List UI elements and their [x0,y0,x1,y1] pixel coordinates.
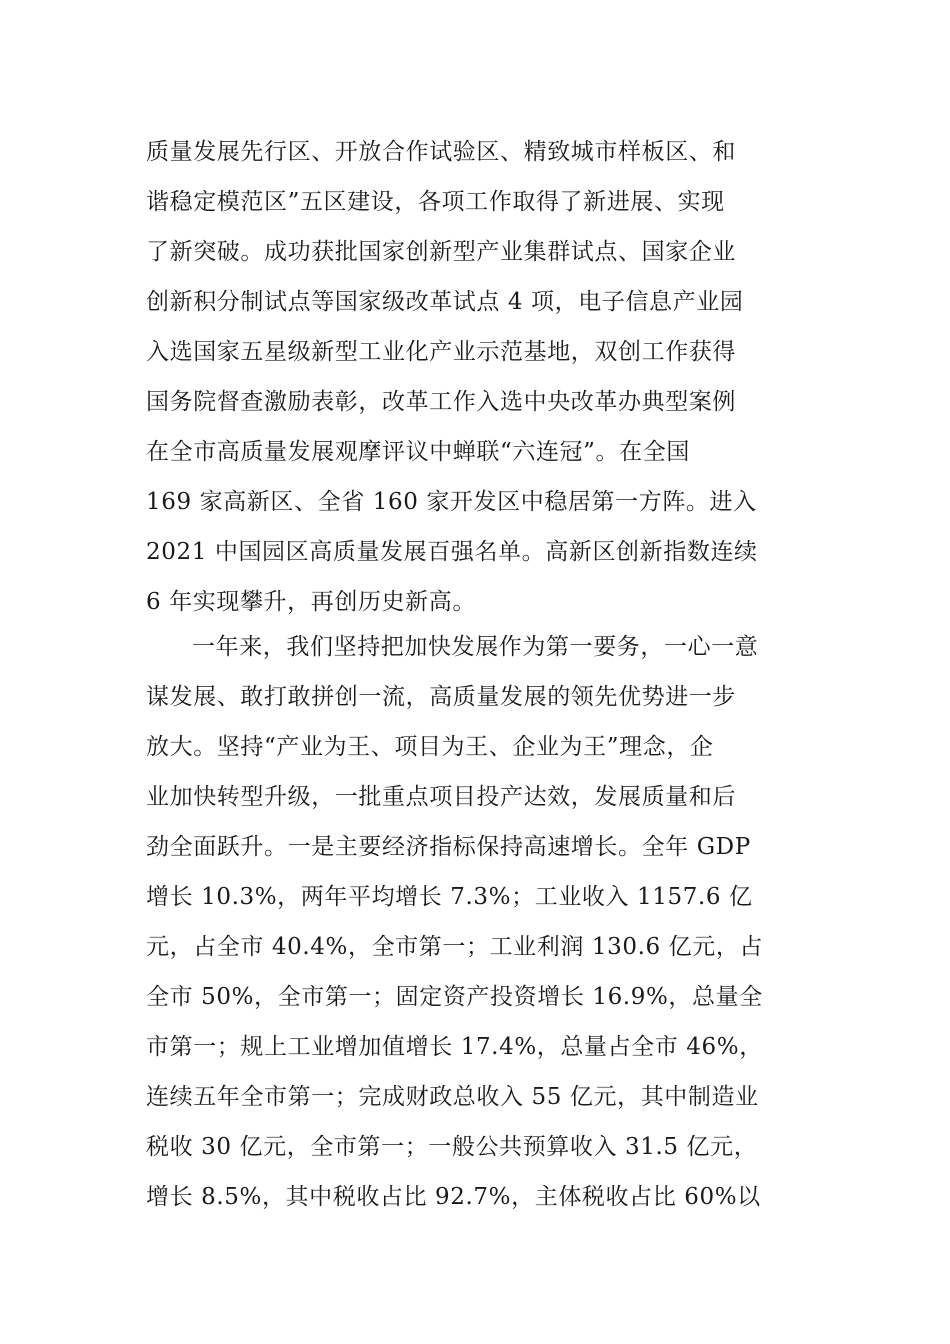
text-line: 谋发展、敢打敢拼创一流，高质量发展的领先优势进一步 [146,684,736,710]
text-line: 质量发展先行区、开放合作试验区、精致城市样板区、和 [146,139,736,165]
text-line: 谐稳定模范区”五区建设，各项工作取得了新进展、实现 [146,189,725,215]
text-line: 一年来，我们坚持把加快发展作为第一要务，一心一意 [192,634,759,660]
text-line: 国务院督查激励表彰，改革工作入选中央改革办典型案例 [146,389,736,415]
text-line: 全市 50%，全市第一；固定资产投资增长 16.9%，总量全 [146,984,763,1010]
text-line: 连续五年全市第一；完成财政总收入 55 亿元，其中制造业 [146,1084,759,1110]
text-line: 增长 10.3%，两年平均增长 7.3%；工业收入 1157.6 亿 [146,884,753,910]
text-line: 169 家高新区、全省 160 家开发区中稳居第一方阵。进入 [146,489,757,515]
text-line: 元，占全市 40.4%，全市第一；工业利润 130.6 亿元，占 [146,934,764,960]
text-line: 在全市高质量发展观摩评议中蝉联“六连冠”。在全国 [146,439,690,465]
text-line: 市第一；规上工业增加值增长 17.4%，总量占全市 46%， [146,1034,763,1060]
text-line: 税收 30 亿元，全市第一；一般公共预算收入 31.5 亿元， [146,1134,758,1160]
text-line: 了新突破。成功获批国家创新型产业集群试点、国家企业 [146,239,736,265]
text-line: 入选国家五星级新型工业化产业示范基地，双创工作获得 [146,339,736,365]
text-line: 6 年实现攀升，再创历史新高。 [146,589,476,615]
text-line: 增长 8.5%，其中税收占比 92.7%，主体税收占比 60%以 [146,1184,761,1210]
text-line: 放大。坚持“产业为王、项目为王、企业为王”理念，企 [146,734,714,760]
text-line: 创新积分制试点等国家级改革试点 4 项，电子信息产业园 [146,289,744,315]
text-line: 业加快转型升级，一批重点项目投产达效，发展质量和后 [146,784,736,810]
text-line: 2021 中国园区高质量发展百强名单。高新区创新指数连续 [146,539,758,565]
text-line: 劲全面跃升。一是主要经济指标保持高速增长。全年 GDP [146,834,751,860]
